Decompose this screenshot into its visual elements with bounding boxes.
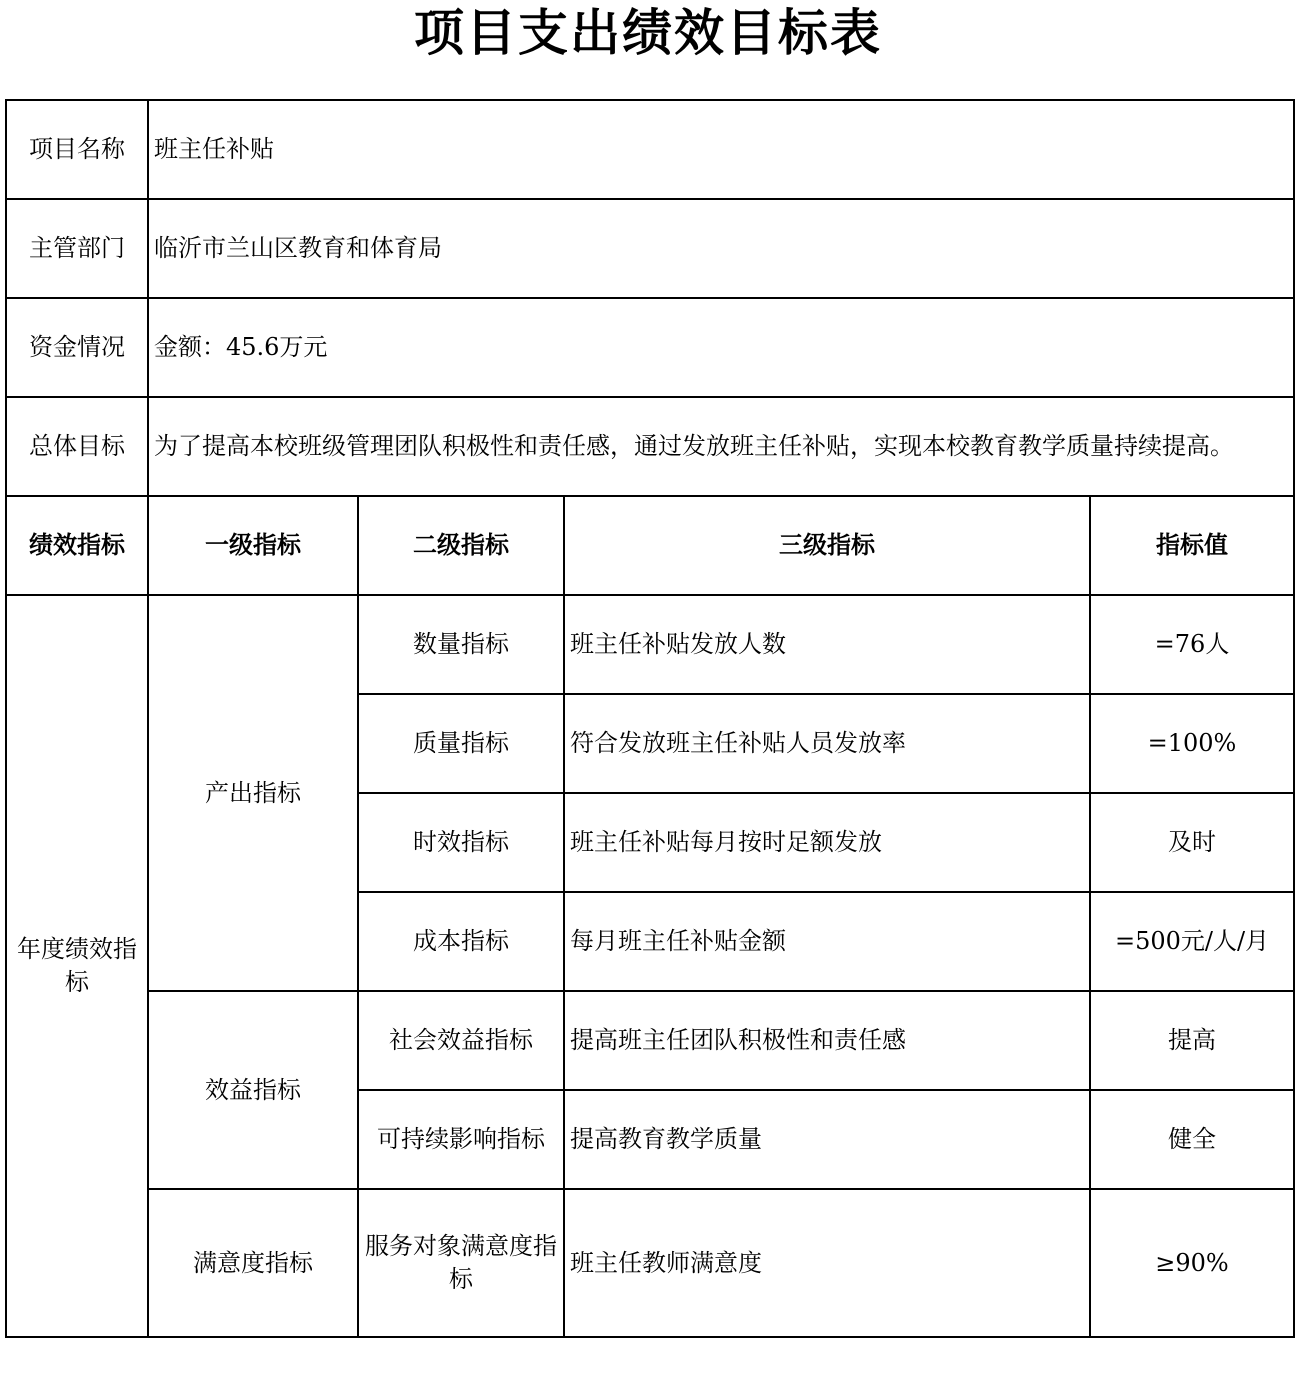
value-cell: =500元/人/月 bbox=[1090, 892, 1294, 991]
header-performance: 绩效指标 bbox=[6, 496, 148, 595]
level3-cell: 班主任补贴发放人数 bbox=[564, 595, 1090, 694]
performance-table bbox=[5, 99, 1295, 1338]
value-cell: =100% bbox=[1090, 694, 1294, 793]
level2-cell: 社会效益指标 bbox=[358, 991, 564, 1090]
goal-value: 为了提高本校班级管理团队积极性和责任感，通过发放班主任补贴，实现本校教育教学质量持续提高。 bbox=[148, 397, 1294, 496]
funding-row bbox=[6, 298, 1294, 397]
level3-cell: 提高教育教学质量 bbox=[564, 1090, 1090, 1189]
level1-satisfaction: 满意度指标 bbox=[148, 1189, 358, 1337]
level1-benefit: 效益指标 bbox=[148, 991, 358, 1189]
level3-cell: 提高班主任团队积极性和责任感 bbox=[564, 991, 1090, 1090]
page-title: 项目支出绩效目标表 bbox=[414, 4, 882, 62]
goal-label: 总体目标 bbox=[6, 397, 148, 496]
value-cell: 及时 bbox=[1090, 793, 1294, 892]
value-cell: 健全 bbox=[1090, 1090, 1294, 1189]
table-row bbox=[6, 991, 1294, 1090]
level2-cell: 时效指标 bbox=[358, 793, 564, 892]
department-row bbox=[6, 199, 1294, 298]
value-cell: =76人 bbox=[1090, 595, 1294, 694]
level3-cell: 班主任教师满意度 bbox=[564, 1189, 1090, 1337]
header-row bbox=[6, 496, 1294, 595]
header-level1: 一级指标 bbox=[148, 496, 358, 595]
value-cell: ≥90% bbox=[1090, 1189, 1294, 1337]
table-row bbox=[6, 595, 1294, 694]
header-level2: 二级指标 bbox=[358, 496, 564, 595]
level2-cell: 服务对象满意度指标 bbox=[358, 1189, 564, 1337]
table-row bbox=[6, 1189, 1294, 1337]
department-label: 主管部门 bbox=[6, 199, 148, 298]
annual-indicator-label: 年度绩效指标 bbox=[6, 595, 148, 1337]
level2-cell: 质量指标 bbox=[358, 694, 564, 793]
value-cell: 提高 bbox=[1090, 991, 1294, 1090]
level3-cell: 班主任补贴每月按时足额发放 bbox=[564, 793, 1090, 892]
project-name-row bbox=[6, 100, 1294, 199]
level2-cell: 数量指标 bbox=[358, 595, 564, 694]
department-value: 临沂市兰山区教育和体育局 bbox=[148, 199, 1294, 298]
level2-cell: 可持续影响指标 bbox=[358, 1090, 564, 1189]
funding-label: 资金情况 bbox=[6, 298, 148, 397]
level1-output: 产出指标 bbox=[148, 595, 358, 991]
header-value: 指标值 bbox=[1090, 496, 1294, 595]
funding-value: 金额：45.6万元 bbox=[148, 298, 1294, 397]
header-level3: 三级指标 bbox=[564, 496, 1090, 595]
project-name-value: 班主任补贴 bbox=[148, 100, 1294, 199]
goal-row bbox=[6, 397, 1294, 496]
level2-cell: 成本指标 bbox=[358, 892, 564, 991]
level3-cell: 每月班主任补贴金额 bbox=[564, 892, 1090, 991]
level3-cell: 符合发放班主任补贴人员发放率 bbox=[564, 694, 1090, 793]
project-name-label: 项目名称 bbox=[6, 100, 148, 199]
